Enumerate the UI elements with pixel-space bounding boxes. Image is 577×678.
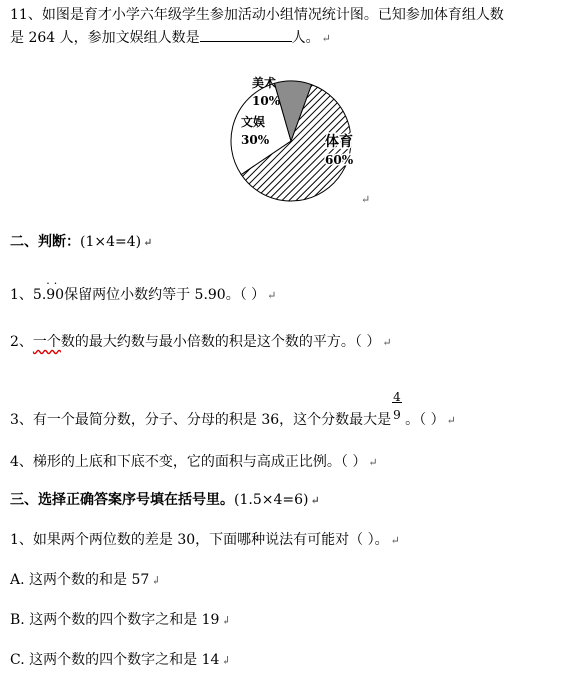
section2-heading — [10, 232, 152, 253]
paragraph-mark: ↵ — [321, 32, 331, 45]
paragraph-mark: ↲ — [221, 654, 231, 667]
section3-score: (1.5×4=6) — [234, 492, 309, 508]
option-a — [10, 570, 161, 591]
paragraph-mark: ↵ — [368, 456, 378, 469]
paragraph-mark: ↵ — [390, 534, 400, 547]
fraction — [391, 390, 405, 424]
slice-label: 美术 — [252, 76, 277, 90]
q11-line2 — [10, 27, 331, 49]
paragraph-mark: ↵ — [310, 494, 320, 507]
choice-question-1 — [10, 530, 400, 551]
slice-label: 体育 — [325, 134, 353, 150]
paragraph-mark: ↲ — [221, 614, 231, 627]
fraction-bar — [392, 402, 402, 403]
judge-item-1 — [10, 277, 277, 306]
judge-2-prefix: 2、 — [10, 334, 33, 350]
paragraph-mark: ↲ — [151, 574, 161, 587]
slice-value-label: 10% — [252, 94, 281, 108]
judge-item-4 — [10, 452, 378, 473]
q11-text-1: 11、如图是育才小学六年级学生参加活动小组情况统计图。已知参加体育组人数 — [10, 7, 504, 23]
judge-3-text: 3、有一个最简分数，分子、分母的积是 36，这个分数最大是 — [10, 412, 392, 428]
repeat-digits: 90 — [46, 287, 65, 303]
section2-title: 二、判断： — [10, 234, 80, 250]
paragraph-mark: ↵ — [143, 236, 153, 249]
q11-text-2b: 人。 — [291, 30, 320, 46]
slice-label: 文娱 — [241, 115, 266, 129]
judge-item-3 — [10, 390, 456, 431]
paragraph-mark: ↵ — [382, 336, 392, 349]
answer-blank[interactable] — [200, 27, 292, 42]
slice-value-label: 60% — [325, 153, 354, 167]
option-b-text: B. 这两个数的四个数字之和是 19 — [10, 612, 220, 628]
q11-text-2a: 是 264 人，参加文娱组人数是 — [10, 30, 200, 46]
paragraph-mark: ↵ — [446, 414, 456, 427]
fraction-numerator: 4 — [393, 390, 401, 404]
judge-1-prefix: 1、5. — [10, 287, 47, 303]
section2-score: (1×4=4) — [80, 234, 142, 250]
judge-1-rest: 保留两位小数约等于 5.90。（ ） — [64, 287, 266, 303]
repeating-decimal — [46, 277, 65, 305]
paragraph-mark: ↵ — [267, 289, 277, 302]
judge-item-2 — [10, 332, 392, 353]
option-b — [10, 610, 231, 631]
section3-heading — [10, 490, 320, 511]
option-c — [10, 650, 231, 671]
paragraph-mark-chart: ↵ — [361, 193, 371, 206]
option-a-text: A. 这两个数的和是 57 — [10, 572, 150, 588]
spellcheck-underline: 一个 — [32, 334, 61, 350]
fraction-denominator: 9 — [393, 408, 401, 422]
choice-1-text: 1、如果两个两位数的差是 30，下面哪种说法有可能对（ ）。 — [10, 532, 389, 548]
q11-line1 — [10, 5, 504, 25]
repeat-dots: ·· — [46, 277, 62, 290]
judge-4-text: 4、梯形的上底和下底不变，它的面积与高成正比例。（ ） — [10, 454, 367, 470]
judge-3-tail: 。（ ） — [405, 412, 445, 428]
section3-title: 三、选择正确答案序号填在括号里。 — [10, 492, 234, 508]
slice-value-label: 30% — [241, 133, 270, 147]
pie-chart — [230, 75, 362, 209]
judge-2-text: 数的最大约数与最小倍数的积是这个数的平方。（ ） — [60, 334, 381, 350]
option-c-text: C. 这两个数的四个数字之和是 14 — [10, 652, 220, 668]
